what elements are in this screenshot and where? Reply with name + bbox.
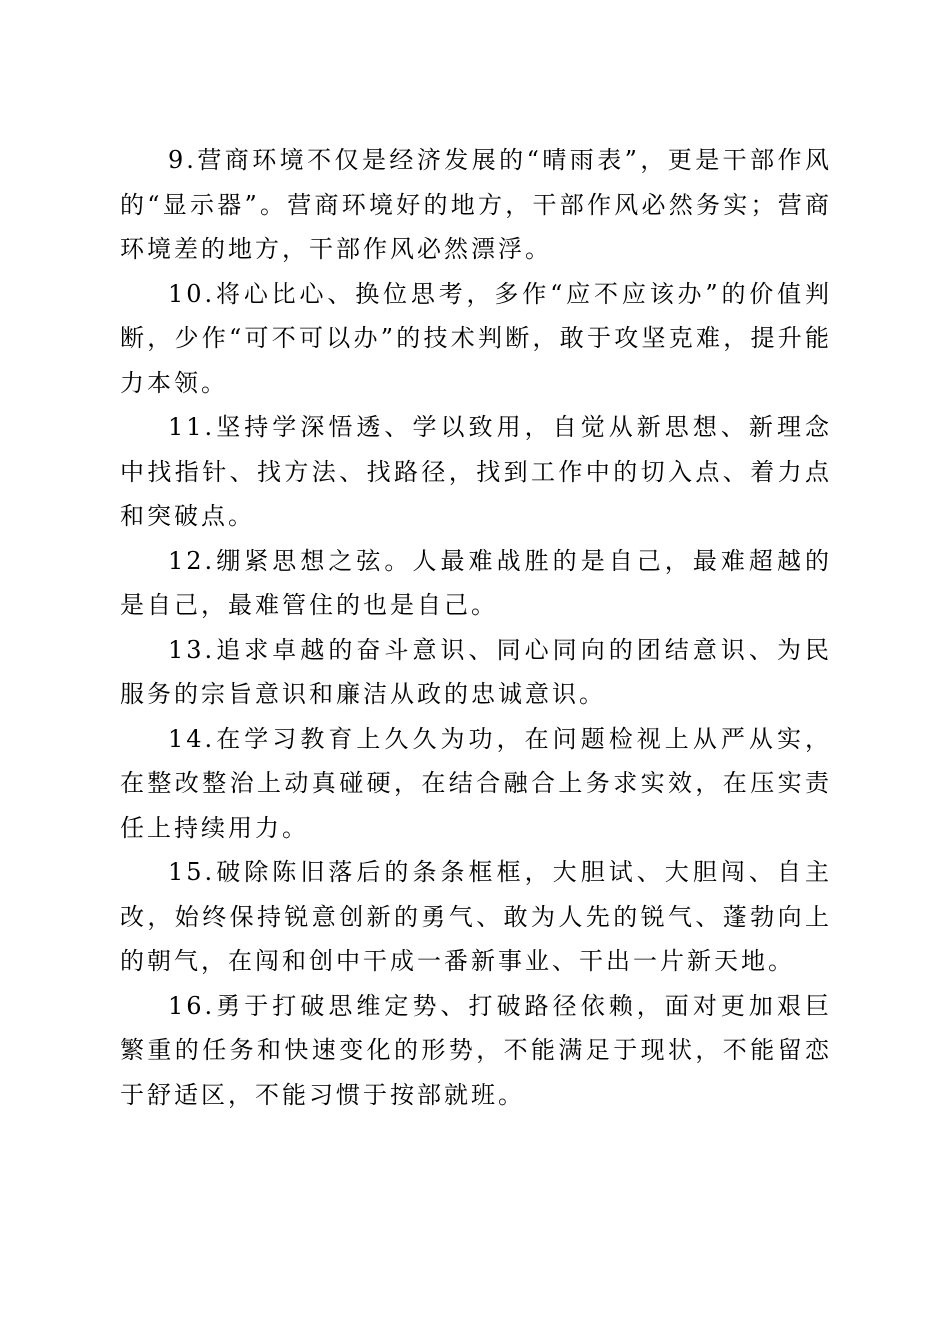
paragraph-10: 10.将心比心、换位思考，多作“应不应该办”的价值判断，少作“可不可以办”的技术判断，敢于攻坚克难，提升能力本领。 [120,279,832,397]
document-body [120,138,832,1117]
paragraph-13: 13.追求卓越的奋斗意识、同心同向的团结意识、为民服务的宗旨意识和廉洁从政的忠诚意识。 [120,635,832,708]
paragraph-9: 9.营商环境不仅是经济发展的“晴雨表”，更是干部作风的“显示器”。营商环境好的地方，干部作风必然务实；营商环境差的地方，干部作风必然漂浮。 [120,146,832,263]
paragraph-14: 14.在学习教育上久久为功，在问题检视上从严从实，在整改整治上动真碰硬，在结合融合上务求实效，在压实责任上持续用力。 [120,724,832,842]
paragraph-12: 12.绷紧思想之弦。人最难战胜的是自己，最难超越的是自己，最难管住的也是自己。 [120,546,832,619]
paragraph-15: 15.破除陈旧落后的条条框框，大胆试、大胆闯、自主改，始终保持锐意创新的勇气、敢为人先的锐气、蓬勃向上的朝气，在闯和创中干成一番新事业、干出一片新天地。 [120,858,832,975]
paragraph-11: 11.坚持学深悟透、学以致用，自觉从新思想、新理念中找指针、找方法、找路径，找到工作中的切入点、着力点和突破点。 [120,413,832,530]
paragraph-16: 16.勇于打破思维定势、打破路径依赖，面对更加艰巨繁重的任务和快速变化的形势，不能满足于现状，不能留恋于舒适区，不能习惯于按部就班。 [120,991,832,1109]
